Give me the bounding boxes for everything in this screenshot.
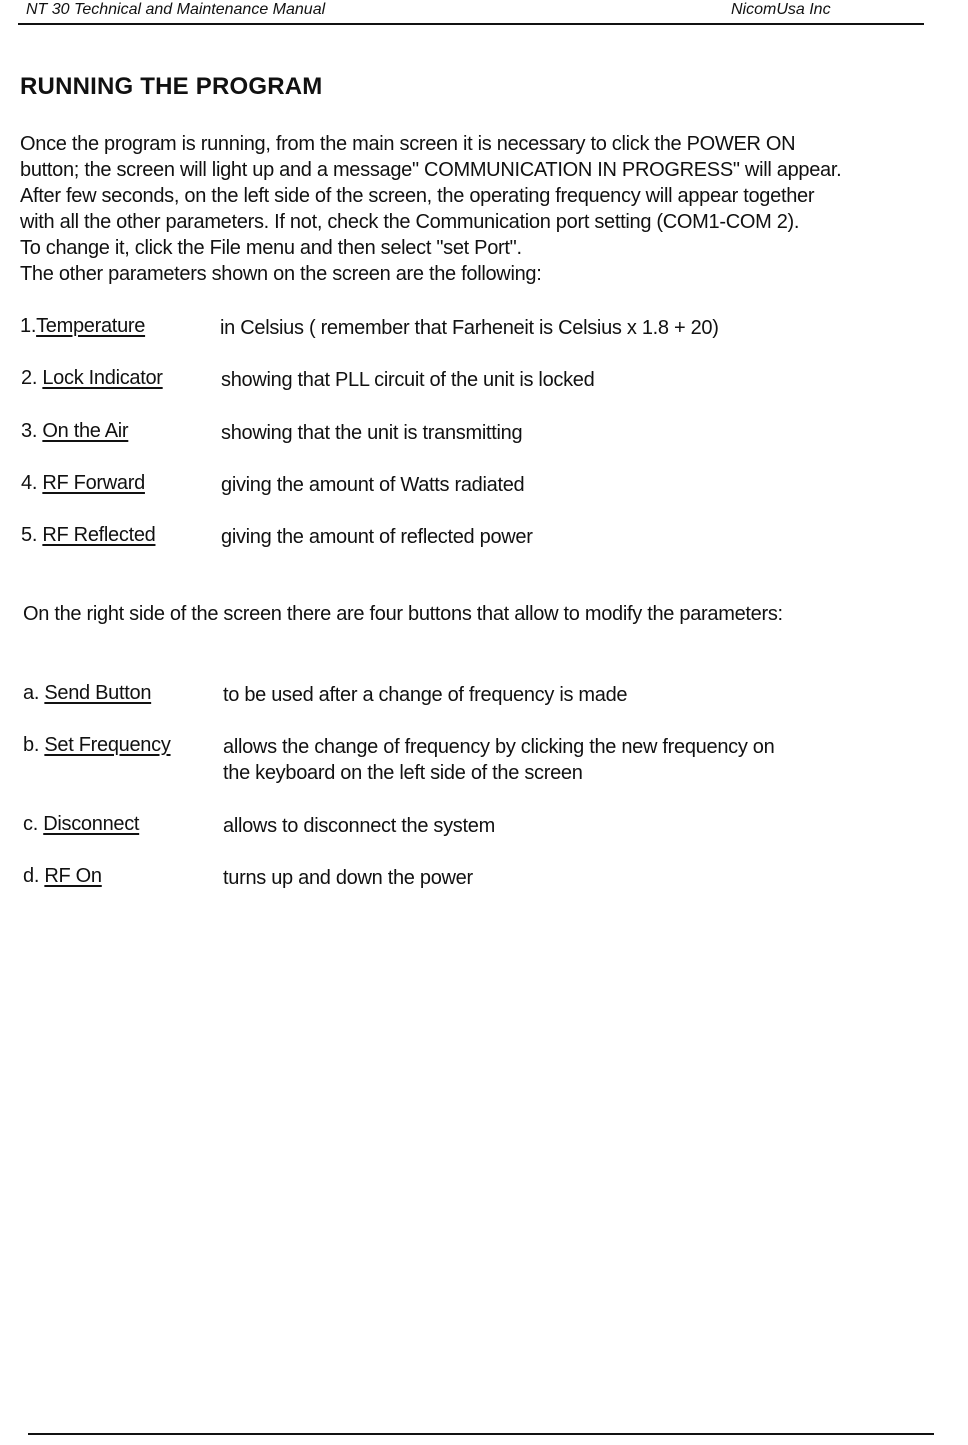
button-term: d. RF On xyxy=(23,865,102,887)
intro-paragraph xyxy=(20,131,935,287)
button-desc xyxy=(223,734,774,786)
button-desc: to be used after a change of frequency is made xyxy=(223,684,628,706)
intro-line: Once the program is running, from the main screen it is necessary to click the POWER ON xyxy=(20,133,796,155)
intro-line: with all the other parameters. If not, check the Communication port setting (COM1-COM 2). xyxy=(20,211,800,233)
parameter-term: 2. Lock Indicator xyxy=(21,367,163,389)
button-desc: turns up and down the power xyxy=(223,867,473,889)
parameter-desc: in Celsius ( remember that Farheneit is Celsius x 1.8 + 20) xyxy=(220,317,719,339)
intro-line: button; the screen will light up and a message" COMMUNICATION IN PROGRESS" will appear. xyxy=(20,159,842,181)
intro-line: The other parameters shown on the screen are the following: xyxy=(20,263,542,285)
header-company: NicomUsa Inc xyxy=(731,1,831,18)
parameter-desc: showing that the unit is transmitting xyxy=(221,422,523,444)
header-divider xyxy=(18,23,924,25)
parameter-term: 1.Temperature xyxy=(20,315,146,337)
section-title: RUNNING THE PROGRAM xyxy=(20,73,323,100)
button-desc: allows to disconnect the system xyxy=(223,815,495,837)
parameter-desc: giving the amount of Watts radiated xyxy=(221,474,525,496)
intro-line: To change it, click the File menu and then select "set Port". xyxy=(20,237,522,259)
page-header xyxy=(0,0,968,22)
header-manual-title: NT 30 Technical and Maintenance Manual xyxy=(26,1,326,18)
parameter-term: 4. RF Forward xyxy=(21,472,145,494)
button-desc-line: the keyboard on the left side of the screen xyxy=(223,762,583,784)
button-term: a. Send Button xyxy=(23,682,152,704)
footer-divider xyxy=(28,1433,934,1435)
parameter-desc: giving the amount of reflected power xyxy=(221,526,533,548)
parameter-term: 3. On the Air xyxy=(21,420,129,442)
buttons-intro: On the right side of the screen there are four buttons that allow to modify the parameters: xyxy=(23,603,783,625)
parameter-term: 5. RF Reflected xyxy=(21,524,156,546)
button-term: c. Disconnect xyxy=(23,813,140,835)
button-desc-line: allows the change of frequency by clicking the new frequency on xyxy=(223,736,775,758)
intro-line: After few seconds, on the left side of the screen, the operating frequency will appear together xyxy=(20,185,815,207)
button-term: b. Set Frequency xyxy=(23,734,171,756)
parameter-desc: showing that PLL circuit of the unit is locked xyxy=(221,369,595,391)
